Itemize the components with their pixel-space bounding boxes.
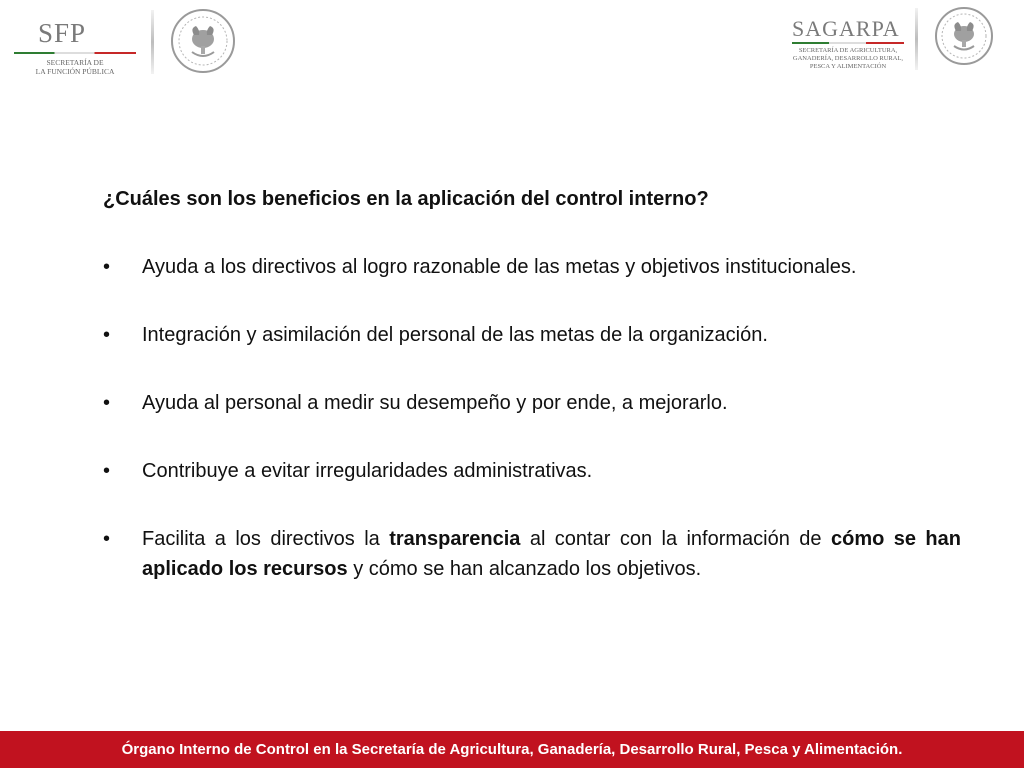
footer-text: Órgano Interno de Control en la Secretaría de Agricultura, Ganadería, Desarrollo Rural, Pesca y Alimentación. <box>121 741 903 758</box>
slide-content <box>103 184 961 622</box>
sagarpa-subtitle-line-1: SECRETARÍA DE AGRICULTURA, <box>798 47 898 54</box>
bullet-text-part: y cómo se han alcanzado los objetivos. <box>347 558 702 580</box>
mexican-coat-of-arms-icon <box>170 8 236 74</box>
sfp-logo <box>14 14 144 76</box>
sagarpa-wordmark: SAGARPA <box>792 16 900 41</box>
benefits-list <box>103 252 961 584</box>
bullet-text: Integración y asimilación del personal de las metas de la organización. <box>142 324 768 346</box>
sagarpa-subtitle-line-3: PESCA Y ALIMENTACIÓN <box>809 63 887 70</box>
footer-bar <box>0 731 1024 768</box>
bullet-text-part: al contar con la información de <box>520 528 831 550</box>
sfp-subtitle <box>14 58 136 76</box>
list-item <box>103 252 961 282</box>
bullet-icon: • <box>103 460 111 482</box>
bullet-emphasis-recursos: cómo se han aplicado los recursos <box>142 528 961 580</box>
bullet-icon: • <box>103 324 111 346</box>
header-divider-right <box>915 8 918 70</box>
list-item <box>103 524 961 584</box>
bullet-icon: • <box>103 528 111 550</box>
list-item <box>103 456 961 486</box>
tricolor-line <box>14 52 136 54</box>
mexican-coat-of-arms-icon <box>934 6 994 66</box>
bullet-text: Ayuda al personal a medir su desempeño y por ende, a mejorarlo. <box>142 392 728 414</box>
list-item <box>103 320 961 350</box>
bullet-emphasis-transparencia: transparencia <box>389 528 521 550</box>
bullet-icon: • <box>103 256 111 278</box>
bullet-text-part: Facilita a los directivos la <box>142 528 390 550</box>
tricolor-line <box>792 42 904 44</box>
sagarpa-subtitle <box>786 47 910 71</box>
header-divider-left <box>151 10 154 74</box>
sagarpa-subtitle-line-2: GANADERÍA, DESARROLLO RURAL, <box>792 55 904 62</box>
bullet-icon: • <box>103 392 111 414</box>
sfp-wordmark: SFP <box>38 18 87 48</box>
sagarpa-logo <box>786 12 910 76</box>
sfp-subtitle-line-1: SECRETARÍA DE <box>46 58 104 67</box>
sfp-subtitle-line-2: LA FUNCIÓN PÚBLICA <box>35 67 115 76</box>
list-item <box>103 388 961 418</box>
bullet-text: Ayuda a los directivos al logro razonable de las metas y objetivos institucionales. <box>142 256 857 278</box>
slide-question-heading: ¿Cuáles son los beneficios en la aplicación del control interno? <box>103 188 709 210</box>
bullet-text: Contribuye a evitar irregularidades administrativas. <box>142 460 593 482</box>
